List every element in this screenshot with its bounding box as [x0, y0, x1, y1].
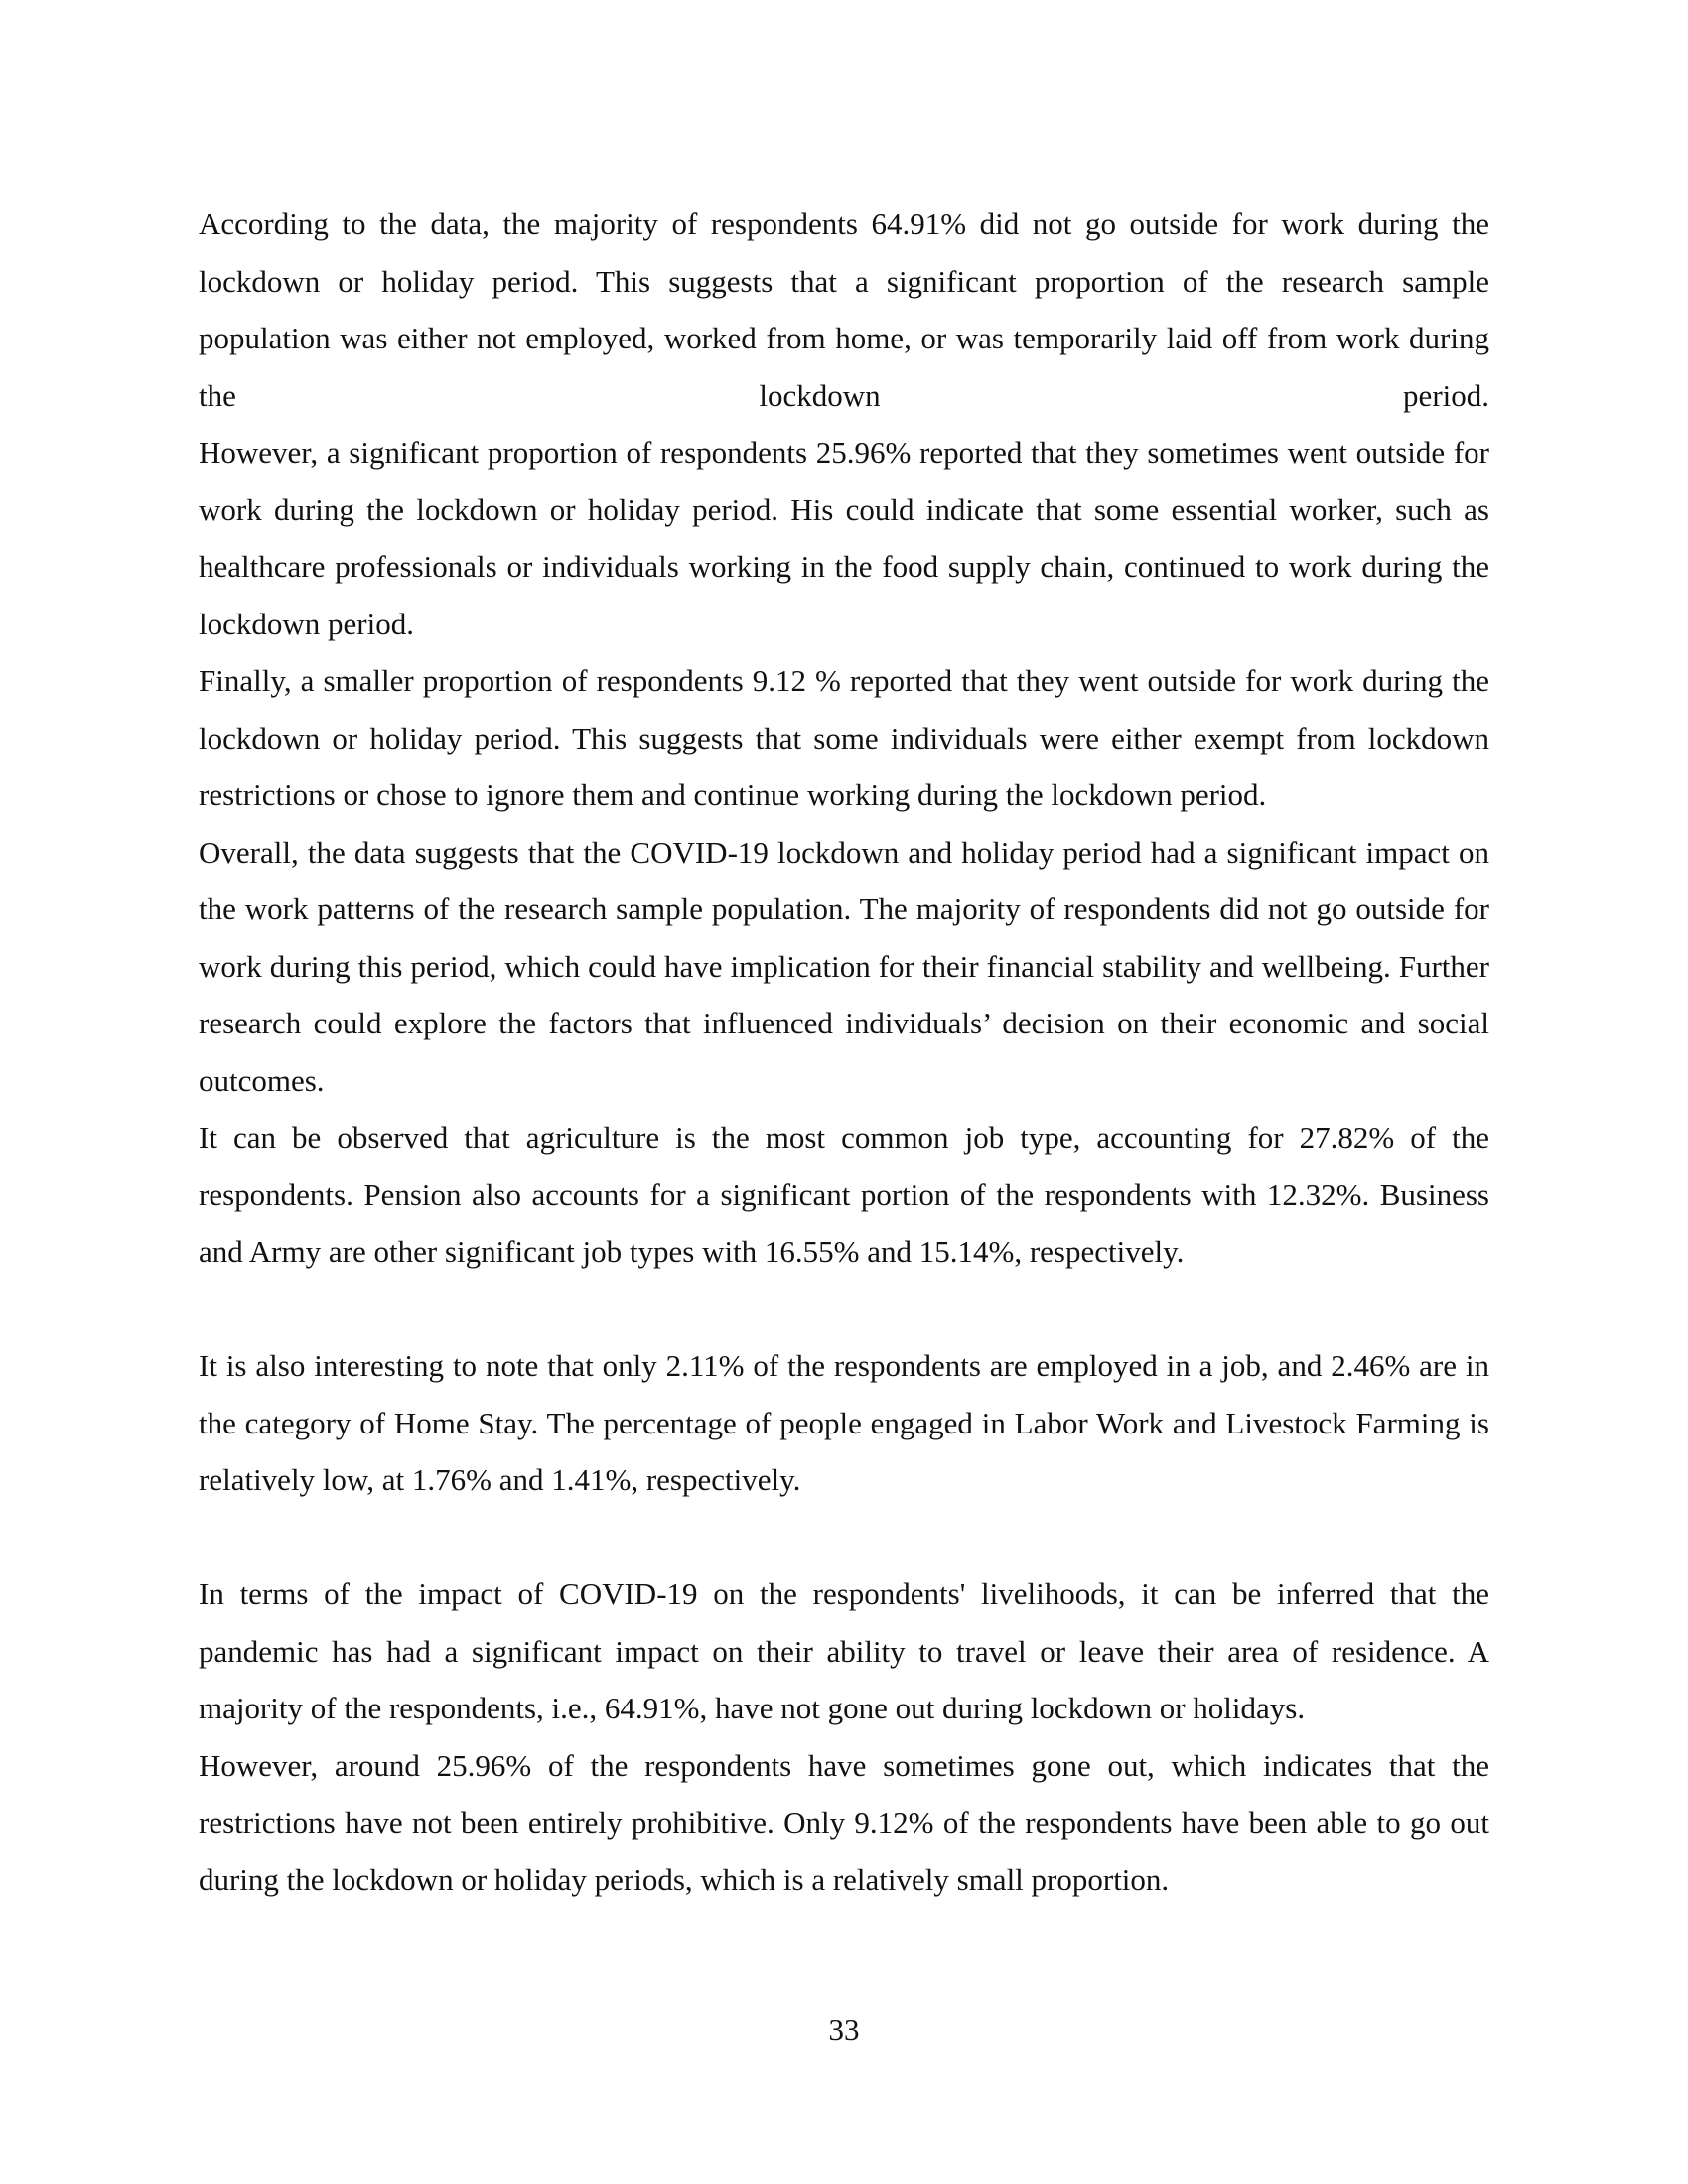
page-number: 33	[828, 2012, 860, 2047]
paragraph-went-outside-minority: Finally, a smaller proportion of respondents 9.12 % reported that they went outside for work during the lockdown or holiday period. This suggests that some individuals were either exempt from lockdown restrictions or chose to ignore them and continue working during the lockdown period.	[199, 663, 1489, 812]
paragraph-spacer	[199, 1281, 1489, 1338]
paragraph-overall-summary: Overall, the data suggests that the COVID-19 lockdown and holiday period had a significant impact on the work patterns of the research sample population. The majority of respondents did not go outside for work during this period, which could have implication for their financial stability and wellbeing. Further research could explore the factors that influenced individuals’ decision on their economic and social outcomes.	[199, 834, 1489, 1098]
document-page	[199, 196, 1489, 1908]
paragraph-spacer	[199, 1509, 1489, 1567]
paragraph-work-outside-majority: According to the data, the majority of respondents 64.91% did not go outside for work during the lockdown or holiday period. This suggests that a significant proportion of the research sample population was either not employed, worked from home, or was temporarily laid off from work during the lockdown period.	[199, 206, 1489, 413]
paragraph-minor-job-types: It is also interesting to note that only 2.11% of the respondents are employed in a job, and 2.46% are in the category of Home Stay. The percentage of people engaged in Labor Work and Livestock Farming is relatively low, at 1.76% and 1.41%, respectively.	[199, 1348, 1489, 1497]
paragraph-sometimes-went-outside: However, a significant proportion of respondents 25.96% reported that they sometimes went outside for work during the lockdown or holiday period. His could indicate that some essential worker, such as healthcare professionals or individuals working in the food supply chain, continued to work during the lockdown period.	[199, 435, 1489, 641]
paragraph-livelihood-impact: In terms of the impact of COVID-19 on the respondents' livelihoods, it can be inferred that the pandemic has had a significant impact on their ability to travel or leave their area of residence. A majority of the respondents, i.e., 64.91%, have not gone out during lockdown or holidays.	[199, 1576, 1489, 1725]
paragraph-restrictions: However, around 25.96% of the respondents have sometimes gone out, which indicates that the restrictions have not been entirely prohibitive. Only 9.12% of the respondents have been able to go out during the lockdown or holiday periods, which is a relatively small proportion.	[199, 1747, 1489, 1897]
paragraph-job-types: It can be observed that agriculture is the most common job type, accounting for 27.82% of the respondents. Pension also accounts for a significant portion of the respondents with 12.32%. Business and Army are other significant job types with 16.55% and 15.14%, respectively.	[199, 1120, 1489, 1269]
